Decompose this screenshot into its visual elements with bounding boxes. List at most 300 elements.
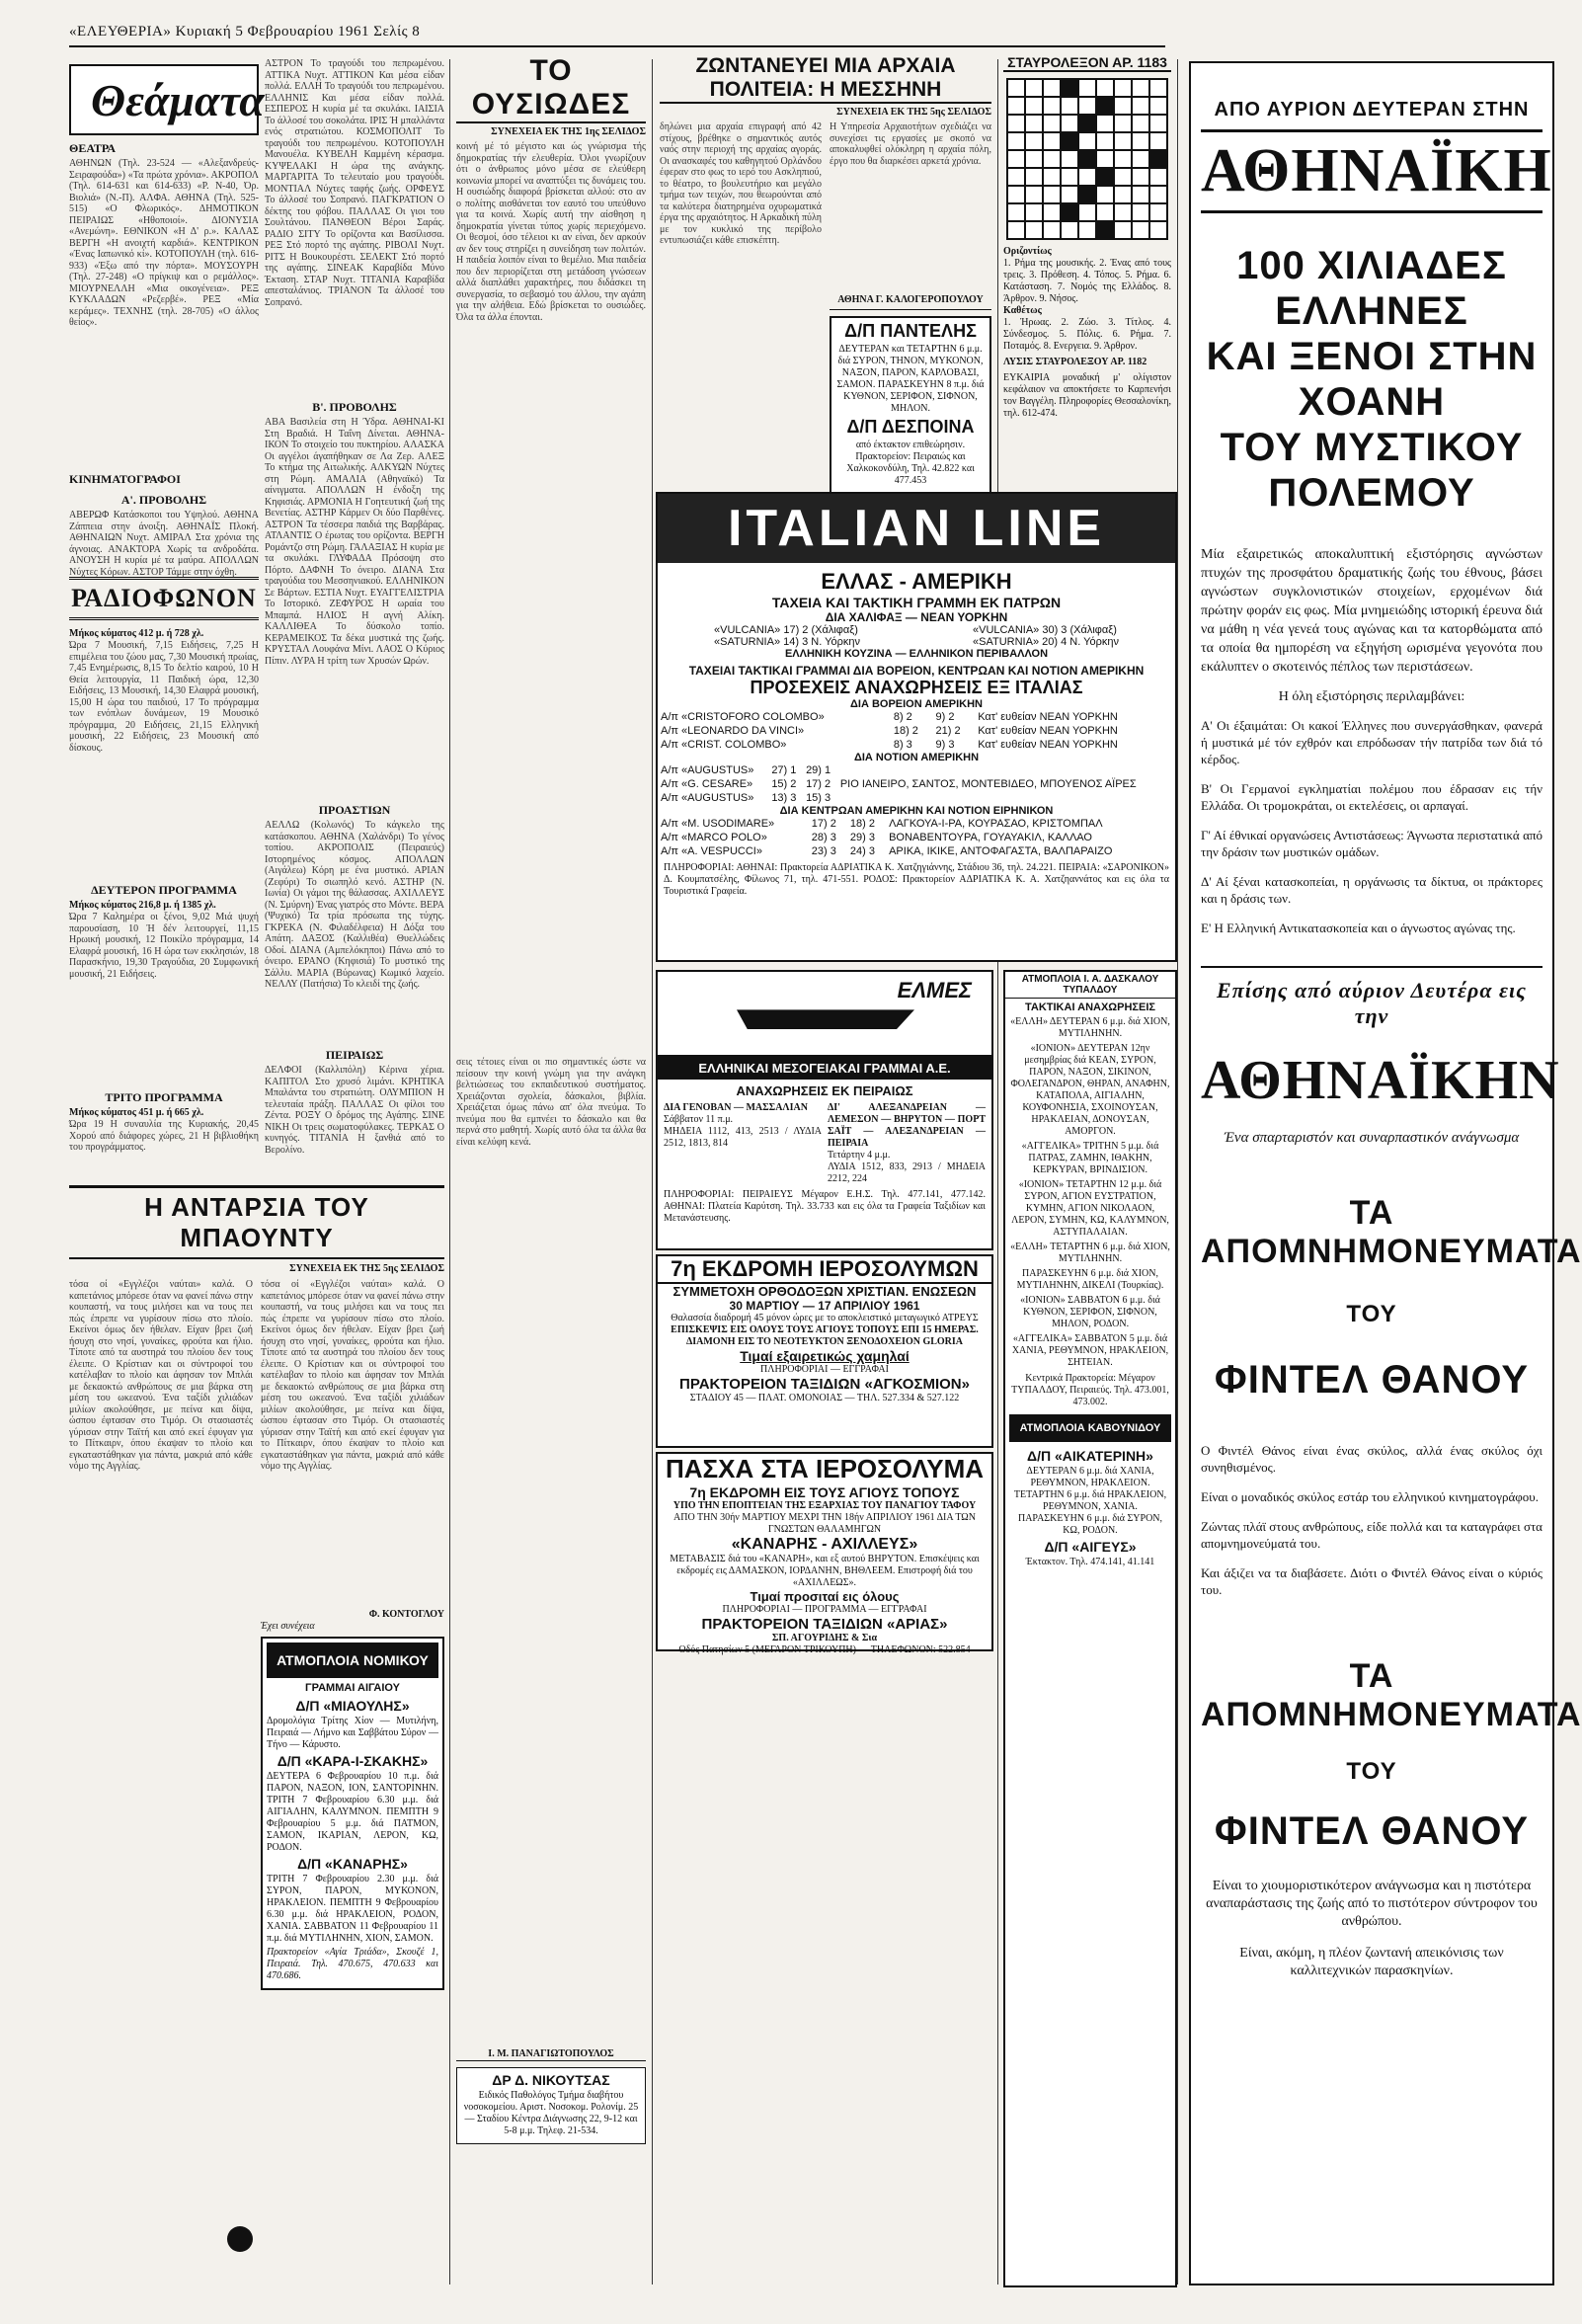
messini-text: δηλώνει μια αρχαία επιγραφή από 42 στίχους, βρέθηκε ο σημαντικός αυτός ναός στην περιοχή της αρχαίας αγοράς. Οι ανασκαφές του καθηγητού Ορλάνδου έφεραν στο φως το ιερό του Ασκληπιού, το θέατρο, το βουλευτήριο και μεγάλο τμήμα των τειχών, που θεωρούνται από τα καλύτερα διατηρημένα οχυρωματικά έργα της αρχαιότητος. Η Αρκαδική πύλη με τον κυκλικό της περίβολο εντυπωσιάζει κάθε επισκέπτη. (660, 121, 822, 246)
ship3-text: ΤΡΙΤΗ 7 Φεβρουαρίου 2.30 μ.μ. διά ΣΥΡΟΝ, ΠΑΡΟΝ, ΜΥΚΟΝΟΝ, ΗΡΑΚΛΕΙΟΝ. ΠΕΜΠΤΗ 9 Φεβρουαρίου 6.30 μ.μ. διά ΗΡΑΚΛΕΙΟΝ, ΡΟΔΟΝ, ΧΑΝΙΑ. ΣΑΒΒΑΤΟΝ 11 Φεβρουαρίου 11 π.μ. διά ΜΥΤΙΛΗΝΗΝ, ΧΙΟΝ, ΣΑΜΟΝ. (267, 1874, 438, 1944)
schedule-cell: 28) 3 (811, 832, 836, 843)
jer1-title: 7η ΕΚΔΡΟΜΗ ΙΕΡΟΣΟΛΥΜΩΝ (658, 1256, 991, 1284)
jer1-agency: ΠΡΑΚΤΟΡΕΙΟΝ ΤΑΞΙΔΙΩΝ «ΑΓΚΟΣΜΙΟΝ» (679, 1376, 970, 1393)
crossword-cell[interactable] (1007, 221, 1025, 239)
cinema-text: ΑΣΤΡΟΝ Το τραγούδι του πεπρωμένου. ΑΤΤΙΚΑ Νυχτ. ΑΤΤΙΚΟΝ Και μέσα είδαν πολλά. ΕΛΛΗ Το τραγούδι του πεπρωμένου. ΕΛΛΗΝΙΣ Και μέσα είδαν πολλά. ΕΣΠΕΡΟΣ Η κυρία μέ τα σκυλάκι. ΙΑΙΣΙΑ Το άλλοσέ του σοκολάτα. ΙΡΙΣ Ή μπαλλάντα ενός στρατιώτου. ΚΟΣΜΟΠΟΛΙΤ Το τραγούδι του πεπρωμένου. ΚΟΤΟΠΟΥΛΗ Μανουέλα. ΚΥΒΕΛΗ Καμμένη κέρασμα. ΚΥΨΕΛΑΚΙ Η ώρα της ανάγκης. ΜΑΡΓΑΡΙΤΑ Το τελευταίο μου τραγούδι. ΜΟΝΤΙΑΛ Νύχτες ταφής ζωής. ΟΡΦΕΥΣ Το άλλοσέ του Σοπρανό. ΠΑΓΚΡΑΤΙΟΝ Ο δέκτης του φόβου. ΠΑΛΛΑΣ Οι γιοι του Σουλτάνου. ΠΑΝΘΕΟΝ Βέροι Σαράς. ΡΑΔΙΟ ΣΙΤΥ Το ορίζοντα και Βασίλισσα. ΡΕΞ Στό πορτό της αγάπης. ΡΙΒΟΛΙ Νυχτ. ΡΙΤΣ Η Βουκουρέστι. ΣΕΛΕΚΤ Στό πορτό της αγάπης. ΣΙΝΕΑΚ Καραβίδα Μύνο Έκταση. ΣΤΑΡ Νυχτ. ΤΙΤΑΝΙΑ Καραβίδα απεσταλάνιος. ΤΡΙΑΝΟΝ Τα άλλοσέ του Σοπρανό. (265, 58, 444, 308)
typaldos-item: «ΙΟΝΙΟΝ» ΔΕΥΤΕΡΑΝ 12ην μεσημβρίας διά ΚΕΑΝ, ΣΥΡΟΝ, ΠΑΡΟΝ, ΝΑΞΟΝ, ΣΙΚΙΝΟΝ, ΦΟΛΕΓΑΝΔΡΟΝ, ΘΗΡΑΝ, ΑΝΑΦΗΝ, ΚΑΤΑΠΟΛΑ, ΑΙΓΙΑΛΗΝ, ΚΟΥΦΟΝΗΣΙΑ, ΣΧΟΙΝΟΥΣΑΝ, ΗΡΑΚΛΕΙΑΝ, ΔΟΝΟΥΣΑΝ, ΑΜΟΡΓΟΝ. (1010, 1043, 1170, 1137)
crossword-cell[interactable] (1149, 186, 1167, 203)
jer2-sub: 7η ΕΚΔΡΟΜΗ ΕΙΣ ΤΟΥΣ ΑΓΙΟΥΣ ΤΟΠΟΥΣ (689, 1484, 960, 1500)
crossword-cell[interactable] (1149, 168, 1167, 186)
crossword-cell[interactable] (1007, 132, 1025, 150)
crossword-cell[interactable] (1132, 97, 1149, 115)
column-3 (456, 54, 646, 1042)
crossword-cell[interactable] (1007, 97, 1025, 115)
schedule-cell: 18) 2 (893, 725, 918, 737)
crossword-cell[interactable] (1096, 203, 1114, 221)
fintel-text2: Είναι ο μοναδικός σκύλος εστάρ του ελληνικού κινηματογράφου. (1201, 1489, 1539, 1504)
memoirs-tou-1: ΤΟΥ (1346, 1301, 1397, 1327)
italian-row1a: «VULCANIA» 17) 2 (Χάλιφαξ) (714, 624, 858, 636)
radio-len2: Μήκος κύματος 216,8 μ. ή 1385 χλ. (69, 900, 216, 911)
ad-prefix: Έχει συνέχεια (261, 1621, 315, 1632)
ousiodes-text: κοινή μέ τό μέγιστο και ώς γνώρισμα τής δημοκρατίας τήν ελευθερία. Όλοι γνωρίζουν ότι ο άνθρωπος μόνο μέσα σε ελεύθερη κοινωνία μπορεί να αναπτύξει τις δυνάμεις του. Η ουσιώδης διαφορά βρίσκεται αλλού: στο αν ο πολίτης αισθάνεται τον εαυτό του υπεύθυνο για τα κοινά. Χωρίς αυτή την αίσθηση η δημοκρατία γίνεται τύπος χωρίς περιεχόμενο. Οι θεσμοί, όσο τέλειοι κι αν είναι, δεν αρκούν αν δεν τους στηρίζει η συνείδηση των πολιτών. Η παιδεία λοιπόν είναι το θεμέλιο. Μια παιδεία που δεν περιορίζεται στη μετάδοση γνώσεων αλλά διαπλάθει χαρακτήρες, που διδάσκει τη συνεργασία, το σεβασμό του άλλου, την αγάπη για την αλήθεια. Εδώ βρίσκεται το ουσιώδες. Όλα τα άλλα έπονται. (456, 141, 646, 323)
schedule-cell: ΒΟΝΑΒΕΝΤΟΥΡΑ, ΓΟΥΑΥΑΚΙΛ, ΚΑΛΛΑΟ (889, 832, 1092, 843)
italian-cuisine: ΕΛΛΗΝΙΚΗ ΚΟΥΖΙΝΑ — ΕΛΛΗΝΙΚΟΝ ΠΕΡΙΒΑΛΛΟΝ (784, 648, 1049, 660)
jer1-text2: ΕΠΙΣΚΕΨΙΣ ΕΙΣ ΟΛΟΥΣ ΤΟΥΣ ΑΓΙΟΥΣ ΤΟΠΟΥΣ ΕΠΙ 15 ΗΜΕΡΑΣ. ΔΙΑΜΟΝΗ ΕΙΣ ΤΟ ΝΕΟΤΕΥΚΤΟΝ ΞΕΝΟΔΟΧΕΙΟΝ GLORIA (671, 1324, 979, 1347)
italian-line-ad (656, 492, 1177, 962)
crossword-cell[interactable] (1114, 97, 1132, 115)
theatra-text: ΑΘΗΝΩΝ (Τηλ. 23-524 — «Αλεξανδρεύς-Σειραφούδα») «Τα πρώτα χρόνια». ΑΚΡΟΠΟΛ (Τηλ. 614-631 και 614-633) «Ρ. Ν-40, Όρ. Βιολιά» (Ν.-Π). ΑΛΦΑ. ΑΘΗΝΑ (Τηλ. 525-515) «Ο Φλωρικός». ΔΗΜΟΤΙΚΟΝ ΠΕΙΡΑΙΩΣ «Ηθοποιοί». ΔΙΟΝΥΣΙΑ «Ανεμώνη». ΕΘΝΙΚΟΝ «Η Δ' ρ.». ΚΑΛΑΣ ΒΕΡΓΗ «Η ανοιχτή καρδιά». ΚΕΝΤΡΙΚΟΝ «Ένας Ιαπωνικό κί». ΚΟΤΟΠΟΥΛΗ (τηλ. 616-933) «Έξω από την πόρτα». ΜΟΥΣΟΥΡΗ (Τηλ. 27-248) «Ο πρίγκιψ και ο ρεμάλλος». ΜΙΟΥΡΝΕΛΛΗ «Μια οικογένεια». ΡΕΞ ΚΥΚΛΑΔΩΝ «Ρεζερβέ». ΡΕΞ «Μία κεράμες». ΤΕΧΝΗΣ (τηλ. 28-705) «Ο άλλος θείος». (69, 158, 259, 328)
schedule-cell: Α/π «LEONARDO DA VINCI» (661, 725, 805, 737)
schedule-cell: Α/π «CRISTOFORO COLOMBO» (661, 711, 825, 723)
aikaterini-text: ΔΕΥΤΕΡΑΝ 6 μ.μ. διά ΧΑΝΙΑ, ΡΕΘΥΜΝΟΝ, ΗΡΑΚΛΕΙΟΝ. ΤΕΤΑΡΤΗΝ 6 μ.μ. διά ΗΡΑΚΛΕΙΟΝ, ΡΕΘΥΜΝΟΝ, ΧΑΝΙΑ. ΠΑΡΑΣΚΕΥΗΝ 6 μ.μ. διά ΣΥΡΟΝ, ΚΩ, ΡΟΔΟΝ. (1013, 1466, 1167, 1536)
elmes-banner (658, 972, 991, 1057)
crossword-cell[interactable] (1043, 115, 1061, 132)
italian-row1b: «VULCANIA» 30) 3 (Χάλιφαξ) (973, 624, 1117, 636)
cw-horiz: 1. Ρήμα της μουσικής. 2. Ένας από τους τρεις. 3. Πρόθεση. 4. Τόπος. 5. Ρήμα. 6. Κατάσταση. 7. Νομός της Ελλάδος. 8. Άρθρον. 9. Νήσος. (1003, 258, 1171, 304)
crossword-cell[interactable] (1149, 115, 1167, 132)
ink-blot (227, 2226, 253, 2252)
schedule-cell: 13) 3 (771, 792, 797, 804)
crossword-cell[interactable] (1114, 115, 1132, 132)
crossword-cell[interactable] (1061, 168, 1078, 186)
peiraios-label: ΠΕΙΡΑΙΩΣ (325, 1048, 384, 1062)
typaldos-title: ΤΑΚΤΙΚΑΙ ΑΝΑΧΩΡΗΣΕΙΣ (1024, 1002, 1156, 1013)
crossword-cell[interactable] (1096, 168, 1114, 186)
typaldos-item: «ΙΟΝΙΟΝ» ΣΑΒΒΑΤΟΝ 6 μ.μ. διά ΚΥΘΝΟΝ, ΣΕΡΙΦΟΝ, ΣΙΦΝΟΝ, ΜΗΛΟΝ, ΡΟΔΟΝ. (1020, 1295, 1160, 1329)
schedule-cell: 9) 2 (935, 711, 955, 723)
column-4 (660, 54, 991, 489)
crossword-cell[interactable] (1025, 79, 1043, 97)
elmes-contact: ΠΛΗΡΟΦΟΡΙΑΙ: ΠΕΙΡΑΙΕΥΣ Μέγαρον Ε.Η.Σ. Τηλ. 477.141, 477.142. ΑΘΗΝΑΙ: Πλατεία Καρύτση. Τηλ. 33.733 και εις όλα τα Γραφεία Ταξιδίων και Μετανάστευσης. (664, 1189, 986, 1224)
elmes-title: ΑΝΑΧΩΡΗΣΕΙΣ ΕΚ ΠΕΙΡΑΙΩΣ (736, 1083, 913, 1098)
athinaiki-also: Επίσης από αύριον Δευτέρα εις την (1201, 966, 1542, 1029)
crossword-cell[interactable] (1043, 186, 1061, 203)
gramm-egeou: ΓΡΑΜΜΑΙ ΑΙΓΑΙΟΥ (304, 1682, 401, 1694)
proastia-text: ΑΕΛΛΩ (Κολωνός) Το κάγκελο της κατάσκοπου. ΑΘΗΝΑ (Χαλάνδρι) Το γένος τοπίου. ΑΚΡΟΠΟΛΙΣ (Πειραιεύς) Ιστορημένος κόσμος. ΑΠΟΛΛΩΝ (Αιγάλεω) Κόρη με ένα μυστικό. ΑΡΙΑΝ (Ζεφύρι) Το σιωπηλό κενό. ΑΣΤΗΡ (Ν. Ιωνία) Οι γάμοι της θάλασσας. ΑΧΙΛΛΕΥΣ (Ν. Σμύρνη) Ένας γιατρός στο Μόντε. ΒΕΡΑ (Ψυχικό) Τα τρία πρόσωπα της τύχης. ΓΚΡΕΚΑ (Ν. Φιλαδέλφεια) Η Δόξα του Απάτη. ΔΑΞΟΣ (Καλλιθέα) Θυελλώδεις Οδοί. ΔΙΑΝΑ (Αμπελόκηποι) Πάνω από το όνειρο. ΕΡΑΝΟ (Κηφισιά) Το μυστικό της Σάλλυ. ΜΑΡΙΑ (Βύρωνας) Κωμικό λαχείο. ΝΕΛΛΥ (Πατήσια) Το κλειδί της ζωής. (265, 820, 444, 990)
defteron-label: ΔΕΥΤΕΡΟΝ ΠΡΟΓΡΑΜΜΑ (91, 883, 237, 897)
kinim-text: ΑΒΕΡΩΦ Κατάσκοποι του Υψηλού. ΑΘΗΝΑ Ζάππεια στην άνοιξη. ΑΘΗΝΑΪΣ Πλοκή. ΑΘΗΝΑΙΩΝ Νυχτ. ΑΜΙΡΑΛ Στα χρόνια της άγνοιας. ΑΝΑΚΤΟΡΑ Χωρίς τα ανδροδάτα. ΑΝΟΥΣΗ Η κυρία μέ τα μαύρα. ΑΠΟΛΛΩΝ Νύχτες Κόρων. ΑΣΤΟΡ Τάμμε στην όχθη. (69, 510, 259, 578)
doctor-ad (456, 2067, 646, 2144)
typaldos-item: «ΙΟΝΙΟΝ» ΤΕΤΑΡΤΗΝ 12 μ.μ. διά ΣΥΡΟΝ, ΑΓΙΟΝ ΕΥΣΤΡΑΤΙΟΝ, ΚΥΜΗΝ, ΑΓΙΟΝ ΝΙΚΟΛΑΟΝ, ΛΕΡΟΝ, ΣΥΜΗΝ, ΚΩ, ΚΑΛΥΜΝΟΝ, ΑΣΤΥΠΑΛΑΙΑΝ. (1011, 1179, 1169, 1238)
crossword-cell[interactable] (1078, 168, 1096, 186)
schedule-cell: ΛΑΓΚΟΥΑ-Ι-ΡΑ, ΚΟΥΡΑΣΑΟ, ΚΡΙΣΤΟΜΠΑΛ (889, 818, 1103, 830)
crossword-cell[interactable] (1043, 97, 1061, 115)
antarsia-text-cont: τόσα οί «Εγγλέζοι ναύται» καλά. Ο καπετάνιος μπόρεσε όταν να φανεί πάνω στην κουπαστή, να τους μιλήσει και να τους πει πώς έπρεπε να γυρίσουν πίσω στο πλοίο. Εκείνοι όμως δεν ήθελαν. Είχαν βρει ζωή ήσυχη στο νησί, γυναίκες, φρούτα και ήλιο. Τίποτε από τα αυστηρά του πλοίου δεν τους έλειπε. Ο Κρίστιαν και οι σύντροφοί του κατέλαβαν το πλοίο και άφησαν τον Μπλάι με δεκαοκτώ ανθρώπους σε μια βάρκα στη μέση του ωκεανού. Ένα ταξίδι χιλιάδων μιλίων ακολούθησε, με πείνα και δίψα, ώσπου έφτασαν στο Τιμόρ. Οι στασιαστές γύρισαν στην Ταϊτή και από εκεί έφυγαν για το Πίτκαιρν, όπου έκαψαν το πλοίο και εγκαταστάθηκαν για πάντα, μακριά από κάθε νόμο της Αγγλίας. (261, 1279, 444, 1472)
crossword-cell[interactable] (1149, 150, 1167, 168)
radio-len3: Μήκος κύματος 451 μ. ή 665 χλ. (69, 1107, 204, 1118)
schedule-cell: Α/π «M. USODIMARE» (661, 818, 775, 830)
jer1-address: ΣΤΑΔΙΟΥ 45 — ΠΛΑΤ. ΟΜΟΝΟΙΑΣ — ΤΗΛ. 527.334 & 527.122 (689, 1393, 960, 1403)
crossword-cell[interactable] (1132, 150, 1149, 168)
schedule-cell: Κατ' ευθείαν ΝΕΑΝ ΥΟΡΚΗΝ (978, 725, 1118, 737)
schedule-cell: 8) 2 (893, 711, 912, 723)
crossword-cell[interactable] (1025, 132, 1043, 150)
crossword-cell[interactable] (1132, 203, 1149, 221)
crossword-cell[interactable] (1078, 150, 1096, 168)
antarsia-sub: ΣΥΝΕΧΕΙΑ ΕΚ ΤΗΣ 5ης ΣΕΛΙΔΟΣ (289, 1263, 444, 1274)
athinaiki-h3: ΤΟΥ ΜΥΣΤΙΚΟΥ ΠΟΛΕΜΟΥ (1220, 426, 1524, 515)
header-meta: «ΕΛΕΥΘΕΡΙΑ» Κυριακή 5 Φεβρουαρίου 1961 Σελίς 8 (69, 24, 421, 40)
north-row (658, 710, 1175, 724)
schedule-cell: ΑΡΙΚΑ, ΙΚΙΚΕ, ΑΝΤΟΦΑΓΑΣΤΑ, ΒΑΛΠΑΡΑΙΖΟ (889, 845, 1113, 857)
crossword-cell[interactable] (1025, 221, 1043, 239)
crossword-cell[interactable] (1132, 221, 1149, 239)
crossword-cell[interactable] (1149, 132, 1167, 150)
italian-via: ΔΙΑ ΧΑΛΙΦΑΞ — ΝΕΑΝ ΥΟΡΚΗΝ (825, 610, 1008, 624)
radio-len1: Μήκος κύματος 412 μ. ή 728 χλ. (69, 628, 204, 639)
ship1-text: Δρομολόγια Τρίτης Χίον — Μυτιλήνη, Πειραιά — Λήμνο και Σαββάτου Σύρον — Τήνο — Κάρυστο. (267, 1716, 438, 1750)
messini-sub: ΣΥΝΕΧΕΙΑ ΕΚ ΤΗΣ 5ης ΣΕΛΙΔΟΣ (836, 107, 991, 118)
crossword-cell[interactable] (1061, 203, 1078, 221)
athinaiki-c: Γ' Αί έθνικαί οργανώσεις Αντιστάσεως: Άγνωστα περιστατικά από την δράσιν των μυστικών ομάδων. (1201, 828, 1542, 859)
typaldos-item: «ΑΓΓΕΛΙΚΑ» ΤΡΙΤΗΝ 5 μ.μ. διά ΠΑΤΡΑΣ, ΖΑΜΗΝ, ΙΘΑΚΗΝ, ΚΕΡΚΥΡΑΝ, ΒΡΙΝΔΙΣΙΟΝ. (1021, 1141, 1159, 1175)
crossword-cell[interactable] (1078, 186, 1096, 203)
column-rule (1177, 59, 1178, 2284)
memoirs-title-2: ΤΑ ΑΠΟΜΝΗΜΟΝΕΥΜΑΤΑ (1201, 1657, 1582, 1733)
theamata-banner (69, 64, 265, 135)
jer1-sub: ΣΥΜΜΕΤΟΧΗ ΟΡΘΟΔΟΞΩΝ ΧΡΙΣΤΙΑΝ. ΕΝΩΣΕΩΝ (672, 1284, 977, 1299)
athinaiki-b: Β' Οι Γερμανοί εγκληματίαι πολέμου που έδρασαν εις τήν Ελλάδα. Οι τρομοκράται, οι εκτελέσεις, οι αρπαγαί. (1201, 781, 1542, 813)
schedule-cell: Α/π «G. CESARE» (661, 778, 753, 790)
triton-label: ΤΡΙΤΟ ΠΡΟΓΡΑΜΜΑ (105, 1090, 223, 1104)
panteli-name: Δ/Π ΠΑΝΤΕΛΗΣ (844, 321, 977, 341)
italian-south-table (658, 763, 1175, 805)
lysis-title: ΛΥΣΙΣ ΣΤΑΥΡΟΛΕΞΟΥ ΑΡ. 1182 (1003, 357, 1147, 367)
schedule-cell: 23) 3 (811, 845, 836, 857)
crossword-cell[interactable] (1061, 115, 1078, 132)
ship2-name: Δ/Π «ΚΑΡΑ-Ι-ΣΚΑΚΗΣ» (277, 1753, 429, 1769)
typaldos-item: «ΕΛΛΗ» ΤΕΤΑΡΤΗΝ 6 μ.μ. διά ΧΙΟΝ, ΜΥΤΙΛΗΝΗΝ. (1010, 1242, 1170, 1264)
italian-route: ΕΛΛΑΣ - ΑΜΕΡΙΚΗ (821, 569, 1012, 594)
schedule-cell: Α/π «CRIST. COLOMBO» (661, 739, 787, 751)
italian-north: ΔΙΑ ΒΟΡΕΙΟΝ ΑΜΕΡΙΚΗΝ (849, 698, 983, 710)
crossword-cell[interactable] (1114, 168, 1132, 186)
messini-text2: Η Υπηρεσία Αρχαιοτήτων σχεδιάζει να συνεχίσει τις εργασίες με σκοπό να αποκαλυφθεί ολόκληρη η αρχαία πόλη, έργο που θα διαρκέσει αρκετά χρόνια. (830, 121, 991, 167)
athinaiki-h1: 100 ΧΙΛΙΑΔΕΣ ΕΛΛΗΝΕΣ (1236, 244, 1507, 333)
typaldos-item: «ΕΛΛΗ» ΔΕΥΤΕΡΑΝ 6 μ.μ. διά ΧΙΟΝ, ΜΥΤΙΛΗΝΗΝ. (1010, 1016, 1170, 1039)
peiraios-text: ΔΕΛΦΟΙ (Καλλιπόλη) Κέρινα χέρια. ΚΑΠΙΤΟΛ Στο χρυσό λιμάνι. ΚΡΗΤΙΚΑ Μπαλάντα του στρατιώτη. ΟΛΥΜΠΙΟΝ Η τελευταία πράξη. ΠΑΛΛΑΣ Οι φίλοι του Ζέντα. ΡΟΞΥ Ο δρόμος της Αγάπης. ΣΙΝΕ ΝΙΚΗ Οι τρεις σωματοφύλακες. ΤΕΡΚΑΣ Ο κυνηγός. ΤΙΤΑΝΙΑ Η ξανθιά από το Βερολίνο. (265, 1065, 444, 1156)
schedule-cell: 17) 2 (806, 778, 831, 790)
schedule-cell (837, 791, 1175, 805)
central-row (658, 844, 1175, 858)
crossword-cell[interactable] (1132, 79, 1149, 97)
typaldos-item: ΠΑΡΑΣΚΕΥΗΝ 6 μ.μ. διά ΧΙΟΝ, ΜΥΤΙΛΗΝΗΝ, ΔΙΚΕΛΙ (Τουρκίας). (1016, 1268, 1164, 1291)
page-header (69, 18, 1165, 47)
crossword-cell[interactable] (1061, 132, 1078, 150)
cw-vert: 1. Ήρωας. 2. Ζώο. 3. Τίτλος. 4. Σύνδεσμος. 5. Πόλις. 6. Ρήμα. 7. Ποταμός. 8. Ενεργεια. 9. Άρθρον. (1003, 317, 1171, 352)
crossword-cell[interactable] (1114, 221, 1132, 239)
schedule-cell: 27) 1 (771, 764, 797, 776)
memoirs-tou-2: ΤΟΥ (1346, 1758, 1397, 1785)
elmes-brand: ΕΛΜΕΣ (897, 978, 972, 1002)
crossword-cell[interactable] (1007, 79, 1025, 97)
doctor-name: ΔΡ Δ. ΝΙΚΟΥΤΣΑΣ (492, 2072, 610, 2088)
fintel-text4: Και άξιζει να τα διαβάσετε. Διότι ο Φιντέλ Θάνος είναι ο κύριός του. (1201, 1565, 1542, 1597)
radio-title: ΡΑΔΙΟΦΩΝΟΝ (69, 577, 259, 620)
italian-south: ΔΙΑ ΝΟΤΙΟΝ ΑΜΕΡΙΚΗΝ (853, 752, 980, 763)
crossword-cell[interactable] (1078, 97, 1096, 115)
jer2-address: Οδός Πατησίων 5 (ΜΕΓΑΡΟΝ ΤΡΙΚΟΥΠΗ) — ΤΗΛΕΦΩΝΟΝ: 522.854 (678, 1644, 971, 1655)
messini-title-1: ΖΩΝΤΑΝΕΥΕΙ ΜΙΑ ΑΡΧΑΙΑ (695, 54, 956, 77)
schedule-cell: Α/π «AUGUSTUS» (661, 764, 754, 776)
radio-text3: Ώρα 19 Η συναυλία της Κυριακής, 20,45 Χορού από διάφορες χώρες, 21 Η βιβλιοθήκη του προγράμματος. (69, 1119, 259, 1153)
final2: Είναι, ακόμη, η πλέον ζωντανή απεικόνισις των καλλιτεχνικών παρασκηνίων. (1239, 1946, 1504, 1978)
north-row (658, 738, 1175, 752)
final1: Είναι το χιουμοριστικότερον ανάγνωσμα και η πιστότερα αναπαράστασις της ζωής από το πιστότερον σύντροφον του ανθρώπου. (1206, 1879, 1538, 1929)
aikaterini-name: Δ/Π «ΑΙΚΑΤΕΡΙΝΗ» (1027, 1448, 1153, 1464)
crossword-grid[interactable] (1006, 78, 1168, 240)
schedule-cell: Α/π «A. VESPUCCI» (661, 845, 762, 857)
jer2-title: ΠΑΣΧΑ ΣΤΑ ΙΕΡΟΣΟΛΥΜΑ (665, 1454, 985, 1483)
crossword-cell[interactable] (1149, 221, 1167, 239)
schedule-cell: 17) 2 (811, 818, 836, 830)
crossword-cell[interactable] (1025, 186, 1043, 203)
jer1-text: Θαλασσία διαδρομή 45 μόνον ώρες με το αποκλειστικό μεταγωγικό ΑΤΡΕΥΣ (671, 1313, 979, 1323)
athinaiki-d: Δ' Αί ξέναι κατασκοπείαι, η οργάνωσις τα δίκτυα, οι πράκτορες και η δράσις των. (1201, 874, 1542, 906)
cw-horiz-label: Οριζοντίως (1003, 246, 1052, 257)
schedule-cell: Α/π «MARCO POLO» (661, 832, 767, 843)
crossword-cell[interactable] (1007, 115, 1025, 132)
typaldos-header: ΑΤΜΟΠΛΟΙΑ Ι. Α. ΔΑΣΚΑΛΟΥ ΤΥΠΑΛΔΟΥ (1005, 972, 1175, 999)
theamata-title: Θεάματα (91, 75, 265, 125)
jer2-sub3: ΑΠΟ ΤΗΝ 30ήν ΜΑΡΤΙΟΥ ΜΕΧΡΙ ΤΗΝ 18ήν ΑΠΡΙΛΙΟΥ 1961 ΔΙΑ ΤΩΝ ΓΝΩΣΤΩΝ ΘΑΛΑΜΗΓΩΝ (673, 1512, 976, 1535)
italian-central-table (658, 817, 1175, 858)
crossword-cell[interactable] (1096, 79, 1114, 97)
athinaiki-p1: ΑΠΟ ΑΥΡΙΟΝ ΔΕΥΤΕΡΑΝ ΣΤΗΝ (1214, 99, 1530, 120)
crossword-cell[interactable] (1043, 221, 1061, 239)
despoina-text: από έκτακτον επιθεώρησιν. Πρακτορείον: Πειραιώς και Χαλκοκονδύλη, Τηλ. 42.822 και 477.453 (846, 440, 975, 486)
jer1-info: ΠΛΗΡΟΦΟΡΙΑΙ — ΕΓΓΡΑΦΑΙ (760, 1364, 889, 1375)
elmes-day2: Τετάρτην 4 μ.μ. (828, 1150, 891, 1161)
despoina-name: Δ/Π ΔΕΣΠΟΙΝΑ (846, 417, 975, 437)
italian-prosexeis: ΠΡΟΣΕΧΕΙΣ ΑΝΑΧΩΡΗΣΕΙΣ ΕΞ ΙΤΑΛΙΑΣ (750, 678, 1083, 697)
crossword-cell[interactable] (1114, 186, 1132, 203)
crossword-cell[interactable] (1025, 150, 1043, 168)
crossword-cell[interactable] (1114, 132, 1132, 150)
schedule-cell: 8) 3 (893, 739, 912, 751)
italian-express: ΤΑΧΕΙΑΙ ΤΑΚΤΙΚΑΙ ΓΡΑΜΜΑΙ ΔΙΑ ΒΟΡΕΙΟΝ, ΚΕΝΤΡΩΑΝ ΚΑΙ ΝΟΤΙΟΝ ΑΜΕΡΙΚΗΝ (688, 664, 1145, 678)
crossword-cell[interactable] (1078, 115, 1096, 132)
crossword-cell[interactable] (1132, 132, 1149, 150)
proastia-label: ΠΡΟΑΣΤΙΩΝ (318, 803, 391, 817)
schedule-cell: Κατ' ευθείαν ΝΕΑΝ ΥΟΡΚΗΝ (978, 739, 1118, 751)
col3b-text: σεις τέτοιες είναι οι πιο σημαντικές ώστε να πείσουν την κοινή γνώμη για την ανάγκη βελτιώσεως του εκπαιδευτικού συστήματος. Χρειάζονται σχολεία, δάσκαλοι, βιβλία. Χρειάζεται όμως πάνω απ' όλα πνεύμα. Το πνεύμα που θα εμπνέει το δάσκαλο και θα περνά στο μαθητή. Χωρίς αυτό όλα τα άλλα θα είναι κελύφη κενά. (456, 1057, 646, 1148)
schedule-cell: 15) 3 (806, 792, 831, 804)
typaldos-ad (1003, 970, 1177, 2287)
athinaiki-includes: Η όλη εξιστόρησις περιλαμβάνει: (1278, 689, 1465, 704)
nomikos-contact: Πρακτορείον «Αγία Τριάδα», Σκουζέ 1, Πειραιά. Τηλ. 470.675, 470.633 και 470.686. (267, 1947, 438, 1981)
jer2-ships: «ΚΑΝΑΡΗΣ - ΑΧΙΛΛΕΥΣ» (731, 1536, 918, 1553)
a-provoli-label: Α'. ΠΡΟΒΟΛΗΣ (120, 493, 207, 507)
ship3-name: Δ/Π «ΚΑΝΑΡΗΣ» (297, 1856, 408, 1872)
schedule-cell: 29) 3 (849, 832, 875, 843)
italian-row2a: «SATURNIA» 14) 3 Ν. Υόρκην (714, 636, 860, 648)
elmes-ship-icon (737, 1002, 914, 1029)
central-row (658, 817, 1175, 831)
typaldos-list (1005, 1016, 1175, 1369)
kinimatografoi-label: ΚΙΝΗΜΑΤΟΓΡΑΦΟΙ (69, 472, 181, 486)
schedule-cell (837, 763, 1175, 777)
schedule-cell: 9) 3 (935, 739, 955, 751)
jer1-price: Τιμαί εξαιρετικώς χαμηλαί (740, 1348, 910, 1364)
elmes-ships-left: ΜΗΔΕΙΑ 1112, 413, 2513 / ΛΥΔΙΑ 2512, 1813, 814 (664, 1126, 822, 1149)
crossword-cell[interactable] (1114, 150, 1132, 168)
jerusalem-ad-2 (656, 1452, 993, 1655)
typaldos-item: «ΑΓΓΕΛΙΚΑ» ΣΑΒΒΑΤΟΝ 5 μ.μ. διά ΧΑΝΙΑ, ΡΕΘΥΜΝΟΝ, ΗΡΑΚΛΕΙΟΝ, ΣΗΤΕΙΑΝ. (1011, 1333, 1169, 1368)
jer2-agency2: ΣΠ. ΑΓΟΥΡΙΔΗΣ & Σια (771, 1633, 878, 1643)
schedule-cell: Α/π «AUGUSTUS» (661, 792, 754, 804)
nomikos-ad (261, 1637, 444, 1990)
fintel-text1: Ο Φιντέλ Θάνος είναι ένας σκύλος, αλλά ένας σκύλος όχι συνηθισμένος. (1201, 1443, 1542, 1475)
doctor-text: Ειδικός Παθολόγος Τμήμα διαβήτου νοσοκομείου. Αριστ. Νοσοκομ. Ρολονίμ. 25 — Σταδίου Κέντρα Διάγνωσης 22, 9-12 και 5-8 μ.μ. Τηλεφ. 21-534. (463, 2090, 639, 2136)
jer2-price: Τιμαί προσιταί εις όλους (750, 1589, 900, 1604)
crossword-cell[interactable] (1025, 168, 1043, 186)
crossword-cell[interactable] (1025, 97, 1043, 115)
schedule-cell: 21) 2 (935, 725, 961, 737)
nomikos-brand: ΑΤΜΟΠΛΟΙΑ ΝΟΜΙΚΟΥ (267, 1643, 438, 1678)
italian-line-brand: ITALIAN LINE (658, 494, 1175, 563)
crossword-cell[interactable] (1096, 150, 1114, 168)
column-rule (997, 59, 998, 2284)
elmes-lines: ΕΛΛΗΝΙΚΑΙ ΜΕΣΟΓΕΙΑΚΑΙ ΓΡΑΜΜΑΙ Α.Ε. (658, 1057, 991, 1080)
crossword-cell[interactable] (1132, 186, 1149, 203)
crossword-cell[interactable] (1149, 97, 1167, 115)
italian-north-table (658, 710, 1175, 752)
column-2 (265, 54, 444, 1175)
eykairia-text: ΕΥΚΑΙΡΙΑ μοναδική μ' ολίγιστον κεφάλαιον να αποκτήσετε το Καρπενήσι τον Βαγγέλη. Πληροφορίες Θεσσαλονίκη, τηλ. 612-474. (1003, 372, 1171, 419)
schedule-cell: 15) 2 (771, 778, 797, 790)
athinaiki-paper2: ΑΘΗΝΑΪΚΗΝ (1201, 1050, 1560, 1111)
kontoglou-author: Φ. ΚΟΝΤΟΓΛΟΥ (368, 1609, 444, 1620)
crossword-cell[interactable] (1025, 115, 1043, 132)
italian-sub: ΤΑΧΕΙΑ ΚΑΙ ΤΑΚΤΙΚΗ ΓΡΑΜΜΗ ΕΚ ΠΑΤΡΩΝ (771, 595, 1062, 610)
crossword-cell[interactable] (1078, 221, 1096, 239)
b-text: ΑΒΑ Βασιλεία στη Η Ύδρα. ΑΘΗΝΑΙ-ΚΙ Στη Βραδιά. Η Ταΐνη Δίνεται. ΑΘΗΝΑ-ΙΚΟΝ Το στοιχείο του πυκτηρίου. ΑΛΑΣΚΑ Οι αγγέλοι άγαπήθηκαν σε Λα Ζερ. ΑΛΕΞ Το κτήμα της Αιτωλικής. ΑΛΚΥΩΝ Νύχτες στη Ρώμη. ΑΜΑΛΙΑ (Αθηναϊκό) Τα αίνιγματα. ΑΠΟΛΛΩΝ Η ένδοξη της Κηφισιάς. ΑΡΜΟΝΙΑ Η Γοητευτική ζωή της Βενετίας. ΑΣΤΗΡ Κάρμεν Οι δύο Παρθένες. ΑΣΤΡΟΝ Τα τέσσερα παιδιά της Βαρβάρας. ΑΤΛΑΝΤΙΣ Ο έρωτας του ορίζοντα. ΒΕΡΓΗ Ρομάντζο στη Ρώμη. ΓΑΛΑΞΙΑΣ Η κυρία με τα σκυλάκι. ΓΛΥΦΑΔΑ Πρόσοψη στο Πόρτο. ΔΑΦΝΗ Το όνειρο. ΔΙΑΝΑ Στα τραγούδια του Μεσσηνιακού. ΕΛΛΗΝΙΚΟΝ Σε Βάρτων. ΕΣΤΙΑ Νυχτ. ΕΥΑΓΓΕΛΙΣΤΡΙΑ Το Ιστορικό. ΖΕΦΥΡΟΣ Η ωραία του Μπαμπά. ΗΛΙΟΣ Η αγνή Αλίκη. ΚΑΛΛΙΘΕΑ Το δύσκολο τοπίο. ΚΕΡΑΜΕΙΚΟΣ Τα δέκα μυστικά της ζωής. ΚΡΥΣΤΑΛ Λουφάνα Μίνι. ΛΑΟΣ Ο Κύριος Πίπιν. ΛΥΡΑ Η τρίτη των Χρυσών Ωρών. (265, 417, 444, 667)
athinaiki-h2: ΚΑΙ ΞΕΝΟΙ ΣΤΗΝ ΧΟΑΝΗ (1206, 335, 1538, 424)
crossword-cell[interactable] (1078, 203, 1096, 221)
athinaiki-paper: ΑΘΗΝΑΪΚΗ (1201, 129, 1542, 213)
memoirs-fintel-2: ΦΙΝΤΕΛ ΘΑΝΟΥ (1214, 1809, 1530, 1853)
crossword-cell[interactable] (1043, 203, 1061, 221)
athinaiki-ad (1189, 61, 1582, 2285)
italian-central: ΔΙΑ ΚΕΝΤΡΩΑΝ ΑΜΕΡΙΚΗΝ ΚΑΙ ΝΟΤΙΟΝ ΕΙΡΗΝΙΚΟΝ (779, 805, 1054, 817)
crossword-cell[interactable] (1078, 79, 1096, 97)
schedule-cell: 24) 3 (849, 845, 875, 857)
messini-author: ΑΘΗΝΑ Γ. ΚΑΛΟΓΕΡΟΠΟΥΛΟΥ (830, 294, 991, 310)
memoirs-title-1: ΤΑ ΑΠΟΜΝΗΜΟΝΕΥΜΑΤΑ (1201, 1194, 1582, 1270)
schedule-cell: ΡΙΟ ΙΑΝΕΙΡΟ, ΣΑΝΤΟΣ, ΜΟΝΤΕΒΙΔΕΟ, ΜΠΟΥΕΝΟΣ ΑΪΡΕΣ (839, 778, 1137, 790)
crossword-cell[interactable] (1096, 221, 1114, 239)
b-provoli-label: Β'. ΠΡΟΒΟΛΗΣ (312, 400, 397, 414)
crossword-cell[interactable] (1007, 168, 1025, 186)
column-3-bottom (456, 1057, 646, 2282)
crossword-cell[interactable] (1043, 150, 1061, 168)
jer2-text: ΜΕΤΑΒΑΣΙΣ διά του «ΚΑΝΑΡΗ», και εξ αυτού ΒΗΡΥΤΟΝ. Επισκέψεις και εκδρομές εις ΔΑΜΑΣΚΟΝ, ΙΟΡΔΑΝΗΝ, ΒΗΘΛΕΕΜ. Επιστροφή διά του «ΑΧΙΛΛΕΩΣ». (670, 1554, 980, 1588)
elmes-ad (656, 970, 993, 1250)
col3b-author: Ι. Μ. ΠΑΝΑΓΙΩΤΟΠΟΥΛΟΣ (456, 2048, 646, 2061)
italian-rows (658, 624, 1175, 648)
theatra-label: ΘΕΑΤΡΑ (69, 141, 117, 155)
crossword-title: ΣΤΑΥΡΟΛΕΞΟΝ ΑΡ. 1183 (1003, 54, 1171, 72)
aigeus-text: Έκτακτον. Τηλ. 474.141, 41.141 (1025, 1557, 1155, 1567)
antarsia-text: τόσα οί «Εγγλέζοι ναύται» καλά. Ο καπετάνιος μπόρεσε όταν να φανεί πάνω στην κουπαστή, να τους μιλήσει και να τους πει πώς έπρεπε να γυρίσουν πίσω στο πλοίο. Εκείνοι όμως δεν ήθελαν. Είχαν βρει ζωή ήσυχη στο νησί, γυναίκες, φρούτα και ήλιο. Τίποτε από τα αυστηρά του πλοίου δεν τους έλειπε. Ο Κρίστιαν και οι σύντροφοί του κατέλαβαν το πλοίο και άφησαν τον Μπλάι με δεκαοκτώ ανθρώπους σε μια βάρκα στη μέση του ωκεανού. Ένα ταξίδι χιλιάδων μιλίων ακολούθησε, με πείνα και δίψα, ώσπου έφτασαν στο Τιμόρ. Οι στασιαστές γύρισαν στην Ταϊτή και από εκεί έφυγαν για το Πίτκαιρν, όπου έκαψαν το πλοίο και εγκαταστάθηκαν για πάντα, μακριά από κάθε νόμο της Αγγλίας. (69, 1279, 253, 1472)
crossword-cell[interactable] (1007, 186, 1025, 203)
antarsia-col2 (261, 1279, 444, 2306)
central-row (658, 831, 1175, 844)
crossword-cell[interactable] (1096, 115, 1114, 132)
ousiodes-sub: ΣΥΝΕΧΕΙΑ ΕΚ ΤΗΣ 1ης ΣΕΛΙΔΟΣ (491, 126, 646, 137)
elmes-route1: ΔΙΑ ΓΕΝΟΒΑΝ — ΜΑΣΣΑΛΙΑΝ (664, 1102, 808, 1113)
crossword-cell[interactable] (1149, 79, 1167, 97)
jer2-info: ΠΛΗΡΟΦΟΡΙΑΙ — ΠΡΟΓΡΑΜΜΑ — ΕΓΓΡΑΦΑΙ (722, 1604, 927, 1615)
crossword-cell[interactable] (1061, 221, 1078, 239)
crossword-column (1003, 54, 1171, 489)
south-row (658, 763, 1175, 777)
elmes-route2: ΔΙ' ΑΛΕΞΑΝΔΡΕΙΑΝ — ΛΕΜΕΣΟΝ — ΒΗΡΥΤΟΝ — ΠΟΡΤ ΣΑΪΤ — ΑΛΕΞΑΝΔΡΕΙΑΝ — ΠΕΙΡΑΙΑ (828, 1102, 986, 1149)
crossword-cell[interactable] (1132, 168, 1149, 186)
schedule-cell: Κατ' ευθείαν ΝΕΑΝ ΥΟΡΚΗΝ (978, 711, 1118, 723)
crossword-cell[interactable] (1025, 203, 1043, 221)
column-rule (652, 59, 653, 2284)
aigeus-name: Δ/Π «ΑΙΓΕΥΣ» (1044, 1539, 1137, 1555)
crossword-cell[interactable] (1043, 168, 1061, 186)
crossword-cell[interactable] (1007, 150, 1025, 168)
crossword-cell[interactable] (1061, 97, 1078, 115)
ship1-name: Δ/Π «ΜΙΑΟΥΛΗΣ» (295, 1698, 410, 1714)
memoirs-fintel-1: ΦΙΝΤΕΛ ΘΑΝΟΥ (1214, 1358, 1530, 1402)
fintel-text3: Ζώντας πλάϊ στους ανθρώπους, είδε πολλά και τα καταγράφει στα απομνημονεύματά του. (1201, 1519, 1542, 1551)
crossword-cell[interactable] (1096, 186, 1114, 203)
radio-text1: Ώρα 7 Μουσική, 7,15 Ειδήσεις, 7,25 Η επιμέλεια του ζώου μας, 7,30 Μουσική πρωίας, 7,45 Ενημέρωσις, 8,15 Το δελτίο καιρού, 10 Η Θεία λειτουργία, 11 Παιδική ώρα, 12,30 Ειδήσεις, 13 Μουσική, 14,30 Ελαφρά μουσική, 15,00 Η ώρα του παιδιού, 17 Το πρόγραμμα των ενόπλων δυνάμεων, 19 Μουσικό πρόγραμμα, 20 Ειδήσεις, 21,15 Ελληνική μουσική, 22 Ειδήσεις, 23 Μουσική από δίσκους. (69, 640, 259, 754)
antarsia-article (69, 1185, 444, 2282)
crossword-cell[interactable] (1078, 132, 1096, 150)
crossword-cell[interactable] (1061, 186, 1078, 203)
messini-col2 (830, 121, 991, 497)
ousiodes-title: ΤΟ ΟΥΣΙΩΔΕΣ (456, 54, 646, 123)
elmes-routes (658, 1102, 991, 1185)
north-row (658, 724, 1175, 738)
crossword-cell[interactable] (1061, 150, 1078, 168)
crossword-cell[interactable] (1114, 79, 1132, 97)
ship2-text: ΔΕΥΤΕΡΑ 6 Φεβρουαρίου 10 π.μ. διά ΠΑΡΟΝ, ΝΑΞΟΝ, ΙΟΝ, ΣΑΝΤΟΡΙΝΗΝ. ΤΡΙΤΗ 7 Φεβρουαρίου 6.30 μ.μ. διά ΑΙΓΙΑΛΗΝ, ΚΑΛΥΜΝΟΝ. ΠΕΜΠΤΗ 9 Φεβρουαρίου 5 μ.μ. διά ΠΑΤΜΟΝ, ΣΑΜΟΝ, ΙΚΑΡΙΑΝ, ΛΕΡΟΝ, ΚΩ, ΡΟΔΟΝ. (267, 1771, 438, 1853)
messini-title-2: ΠΟΛΙΤΕΙΑ: Η ΜΕΣΣΗΝΗ (660, 78, 991, 104)
crossword-cell[interactable] (1007, 203, 1025, 221)
athinaiki-also2: Ένα σπαρταριστόν και συναρπαστικόν ανάγνωσμα (1224, 1130, 1520, 1146)
athinaiki-e: Ε' Η Ελληνική Αντικατασκοπεία και ο άγνωστος αγώνας της. (1201, 921, 1516, 935)
schedule-cell: 18) 2 (849, 818, 875, 830)
schedule-cell: 29) 1 (806, 764, 831, 776)
panteli-text: ΔΕΥΤΕΡΑΝ και ΤΕΤΑΡΤΗΝ 6 μ.μ. διά ΣΥΡΟΝ, ΤΗΝΟΝ, ΜΥΚΟΝΟΝ, ΝΑΞΟΝ, ΠΑΡΟΝ, ΚΑΡΛΟΒΑΣΙ, ΣΑΜΟΝ. ΠΑΡΑΣΚΕΥΗΝ 8 π.μ. διά ΚΥΘΝΟΝ, ΣΕΡΙΦΟΝ, ΣΙΦΝΟΝ, ΜΗΛΟΝ. (836, 344, 985, 414)
crossword-cell[interactable] (1061, 79, 1078, 97)
athinaiki-a: Α' Οι έξαιμάται: Οι κακοί Έλληνες που συνεργάσθηκαν, φανερά ή μυστικά μέ τόν εχθρόν και επρόδωσαν τήν πατρίδα των διά τό κέρδος. (1201, 718, 1542, 766)
italian-footer: ΠΛΗΡΟΦΟΡΙΑΙ: ΑΘΗΝΑΙ: Πρακτορεία ΑΔΡΙΑΤΙΚΑ Κ. Χατζηγιάννης, Στάδιου 36, τηλ. 24.221. ΠΕΙΡΑΙΑ: «ΣΑΡΟΝΙΚΟΝ» Δ. Κουμπατσέλης, Φίλωνος 71, τηλ. 471-551. ΡΟΔΟΣ: Πρακτορείον ΑΔΡΙΑΤΙΚΑ Κ. Α. Χατζηαννάτος και εις όλα τα Τουριστικά Γραφεία. (664, 862, 1169, 897)
jer1-dates: 30 ΜΑΡΤΙΟΥ — 17 ΑΠΡΙΛΙΟΥ 1961 (729, 1299, 920, 1313)
kavounides-header: ΑΤΜΟΠΛΟΙΑ ΚΑΒΟΥΝΙΔΟΥ (1009, 1414, 1171, 1442)
crossword-cell[interactable] (1132, 115, 1149, 132)
elmes-day1: Σάββατον 11 π.μ. (664, 1114, 734, 1125)
crossword-cell[interactable] (1043, 79, 1061, 97)
athinaiki-intro: Μία εξαιρετικώς αποκαλυπτική εξιστόρησις αγνώστων πτυχών της προσφάτου δραματικής ζωής του έθνους, βάσει αγνώστων συγκλονιστικών στοιχείων, ερχομένων διά πρώτην φοράν εις φως. Μία μνημειώδης ιστορική έρευνα διά να μάθη η νέα γενεά τους αγώνας και τα κατορθώματα από τα οποία θα ημπορέση να εξηγήση ωρισμένα γεγονότα που εκάλυπτεν ο σκοτεινός πέπλος των περιστάσεων. (1201, 547, 1542, 675)
crossword-cell[interactable] (1149, 203, 1167, 221)
south-row (658, 777, 1175, 791)
jerusalem-ad-1 (656, 1254, 993, 1448)
crossword-cell[interactable] (1043, 132, 1061, 150)
crossword-cell[interactable] (1096, 97, 1114, 115)
crossword-cell[interactable] (1114, 203, 1132, 221)
crossword-cell[interactable] (1096, 132, 1114, 150)
radio-text2: Ώρα 7 Καλημέρα οι ξένοι, 9,02 Μιά ψυχή παρουσίαση, 10 Ή δέν λειτουργεί, 11,15 Ηρωική μουσική, 12 Ποικίλο πρόγραμμα, 14 Ελαφρά μουσική, 16 Η ώρα των εκκλησιών, 18 Παρασκήνιο, 19,30 Τραγούδια, 20 Συμφωνική μουσική, 21 Ειδήσεις. (69, 912, 259, 980)
jer2-agency: ΠΡΑΚΤΟΡΕΙΟΝ ΤΑΞΙΔΙΩΝ «ΑΡΙΑΣ» (701, 1616, 948, 1633)
